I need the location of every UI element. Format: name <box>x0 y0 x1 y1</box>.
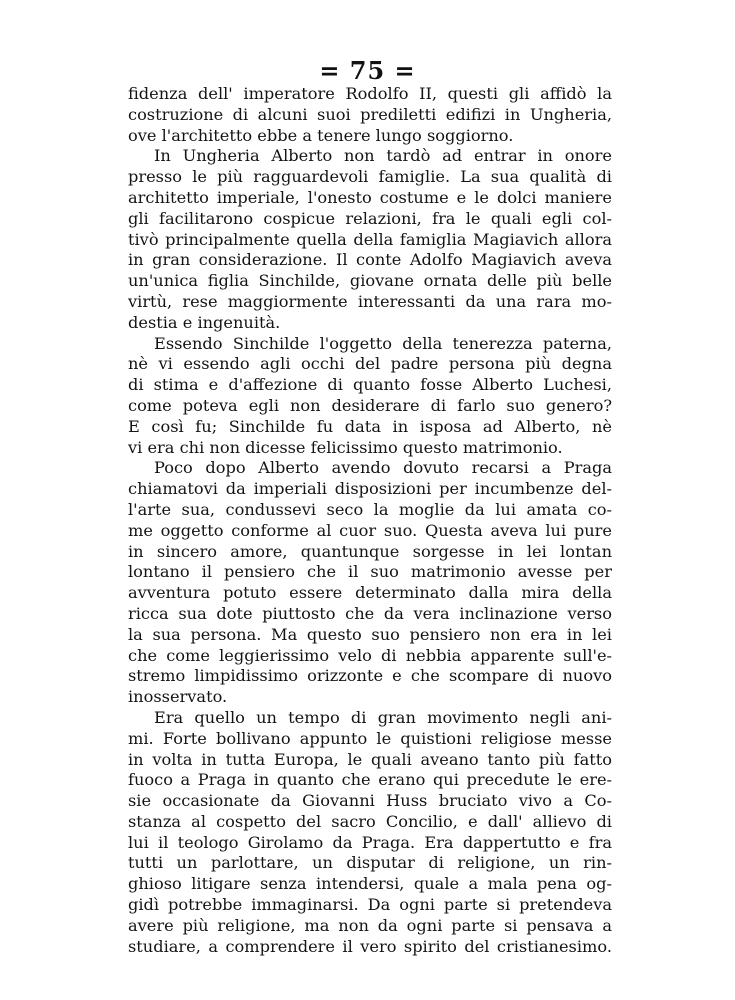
text-line: mi. Forte bollivano appunto le quistioni religiose messe <box>128 728 612 748</box>
page-number: = 75 = <box>319 56 416 85</box>
text-line: ricca sua dote piuttosto che da vera inclinazione verso <box>128 603 612 623</box>
text-line: che come leggierissimo velo di nebbia apparente sull'e- <box>128 645 612 665</box>
text-line: studiare, a comprendere il vero spirito del cristianesimo. <box>128 936 612 956</box>
text-line: come poteva egli non desiderare di farlo suo genero? <box>128 395 612 415</box>
text-line: destia e ingenuità. <box>128 312 281 332</box>
text-line: Essendo Sinchilde l'oggetto della tenerezza paterna, <box>154 333 612 353</box>
text-line: vi era chi non dicesse felicissimo questo matrimonio. <box>128 437 563 457</box>
text-line: ghioso litigare senza intendersi, quale a mala pena og- <box>128 874 612 894</box>
text-line: un'unica figlia Sinchilde, giovane ornata delle più belle <box>128 271 612 291</box>
text-line: fuoco a Praga in quanto che erano qui precedute le ere- <box>128 770 612 790</box>
text-line: lontano il pensiero che il suo matrimonio avesse per <box>128 562 612 582</box>
body-text <box>128 84 612 957</box>
text-line: inosservato. <box>128 687 228 707</box>
text-line: nè vi essendo agli occhi del padre persona più degna <box>128 354 612 374</box>
text-line: Era quello un tempo di gran movimento negli ani- <box>154 707 612 727</box>
paragraph <box>128 708 612 958</box>
text-line: gidì potrebbe immaginarsi. Da ogni parte si pretendeva <box>128 895 612 915</box>
text-line: tutti un parlottare, un disputar di religione, un rin- <box>128 853 612 873</box>
text-line: in volta in tutta Europa, le quali aveano tanto più fatto <box>128 749 612 769</box>
text-line: Poco dopo Alberto avendo dovuto recarsi a Praga <box>154 458 612 478</box>
text-line: fidenza dell' imperatore Rodolfo II, questi gli affidò la <box>128 84 612 103</box>
text-line: di stima e d'affezione di quanto fosse Alberto Luchesi, <box>128 375 612 395</box>
paragraph <box>128 146 612 333</box>
text-line: presso le più ragguardevoli famiglie. La sua qualità di <box>128 167 612 187</box>
text-line: lui il teologo Girolamo da Praga. Era dappertutto e fra <box>128 832 612 852</box>
text-line: stremo limpidissimo orizzonte e che scompare di nuovo <box>128 666 612 686</box>
paragraph <box>128 334 612 459</box>
text-line: architetto imperiale, l'onesto costume e le dolci maniere <box>128 187 612 207</box>
text-line: in gran considerazione. Il conte Adolfo Magiavich aveva <box>128 250 612 270</box>
text-line: avere più religione, ma non da ogni parte si pensava a <box>128 915 612 935</box>
text-line: E così fu; Sinchilde fu data in isposa ad Alberto, nè <box>128 416 612 436</box>
text-line: costruzione di alcuni suoi prediletti edifizi in Ungheria, <box>128 104 612 124</box>
text-line: la sua persona. Ma questo suo pensiero non era in lei <box>128 624 612 644</box>
text-line: me oggetto conforme al cuor suo. Questa aveva lui pure <box>128 520 612 540</box>
text-line: avventura potuto essere determinato dalla mira della <box>128 583 612 603</box>
text-line: stanza al cospetto del sacro Concilio, e dall' allievo di <box>128 811 612 831</box>
text-line: in sincero amore, quantunque sorgesse in lei lontan <box>128 541 612 561</box>
text-line: tivò principalmente quella della famiglia Magiavich allora <box>128 229 612 249</box>
text-line: In Ungheria Alberto non tardò ad entrar in onore <box>154 146 612 166</box>
text-line: ove l'architetto ebbe a tenere lungo soggiorno. <box>128 125 514 145</box>
paragraph <box>128 84 612 146</box>
text-line: chiamatovi da imperiali disposizioni per incumbenze del- <box>128 479 612 499</box>
text-line: virtù, rese maggiormente interessanti da una rara mo- <box>128 291 612 311</box>
paragraph <box>128 458 612 708</box>
text-line: l'arte sua, condussevi seco la moglie da lui amata co- <box>128 499 612 519</box>
text-line: sie occasionate da Giovanni Huss bruciato vivo a Co- <box>128 791 612 811</box>
text-line: gli facilitarono cospicue relazioni, fra le quali egli col- <box>128 208 612 228</box>
